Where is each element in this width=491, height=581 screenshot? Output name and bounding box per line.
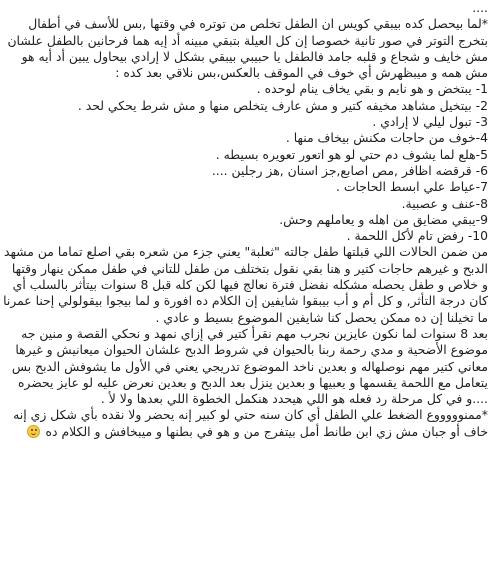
list-item: 1- يبتخض و هو نايم و بقي يخاف ينام لوحده . [256,81,488,97]
list-item: 5-هلع لما يشوف دم حتي لو هو اتعور تعويره بسيطه . [215,146,488,162]
paragraph-closing [3,407,488,440]
list-item: 6- قرقضه اظافر ,مص اصابع,جز اسنان ,هز رجلين .... [211,162,488,178]
post-text [3,0,488,440]
post-intro: *لما بيحصل كده بيبقي كويس ان الطفل تخلص من توتره في وقتها ,بس للأسف في أطفال بتخرج التوتر في صور تانية خصوصا إن كل العيلة بتبقي مبينه أد إيه هما فرحانين بالطفل علشان مش خايف و شجاع و قلبه جامد فالطفل يا حبيبي بيبقي بشكل لا إرادي بيحاول يبين أد أيه هو مش همه و ميبظهرش أي خوف في الموقف بالعكس،بس نلاقي بعد كده : [7,16,488,81]
list-item: 8-عنف و عصبية. [401,195,488,211]
closing-text: *ممنوووووع الضغط علي الطفل أي كان سنه حتي لو كبير إنه يحضر ولا نقده بأي شكل زي إنه خاف أو جبان مش زي ابن طانط أمل بيتفرج من و هو في بطنها و ميبخافش و الكلام ده [13,407,488,439]
list-item: 2- بيتخيل مشاهد مخيفه كتير و مش عارف يتخلص منها و مش شرط يحكي لحد . [77,97,488,113]
smiling-face-emoji-icon [27,425,40,438]
list-item: 9-يبقي مضايق من اهله و يعاملهم وحش. [279,211,488,227]
list-item: 4-خوف من حاجات مكنش بيخاف منها . [285,130,488,146]
post-ellipsis: .... [472,0,488,15]
paragraph-case-study: من ضمن الحالات اللي قبلتها طفل جالته "ثعلبة" يعني جزء من شعره بقي اصلع تماما من مشهد الدبح و غيرهم حاجات كتير و هنا بقي نقول بتختلف من طفل للتاني في طفل ممكن ينهار وقتها و خلاص و طفل يحصله مشكله نفضل فترة نعالج فيها لكن كله قبل 8 سنوات بيتأثر بالسلب أي كان درجة التأثر, و كل أم و أب بيبقوا شايفين إن الكلام ده افورة و لما بيجوا بيقولولي إحنا عمرنا ما تخيلنا إن ده ممكن يحصل كنا شايفين الموضوع بسيط و عادي . [3,244,488,325]
list-item: 10- رفض تام لأكل اللحمة . [346,228,488,244]
list-item: 7-عياط علي ابسط الحاجات . [335,179,488,195]
list-item: 3- تبول ليلي لا إرادي . [372,114,488,130]
symptom-list [3,81,488,244]
paragraph-after-eight: بعد 8 سنوات لما نكون عايزين نجرب مهم نقرأ كتير في إزاي نمهد و نحكي القصة و منين جه موضوع الأضحية و مدي رحمة ربنا بالحيوان في شروط الدبح علشان الحيوان ميعانيش و غيرها معاني كتير مهم نوصلهاله و بعدين ناخد الموضوع تدريجي يعني في الأول ما يشوفش الدبح بس يتعامل مع اللحمة يقسمها و يعبيها و بعدين ينزل بعد الدبح و بعدين نعرض عليه لو عايز يحضره ....و في كل مرحلة رد فعله هو اللي هيحدد هنكمل الخطوة اللي بعدها ولا لأ . [11,325,488,407]
